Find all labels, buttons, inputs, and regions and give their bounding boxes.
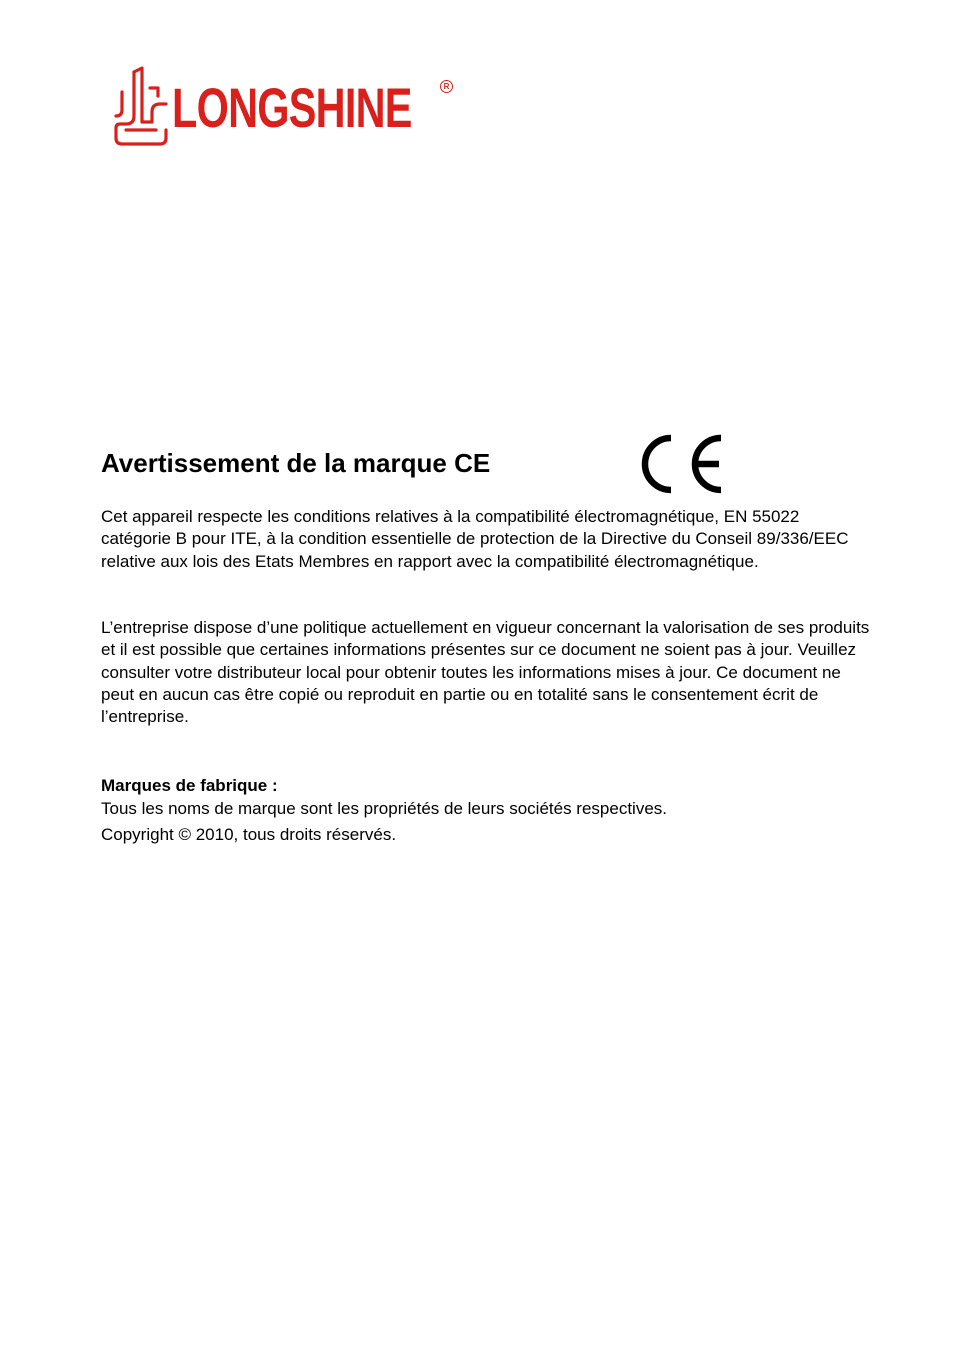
registered-trademark-icon: R [440,80,453,93]
logo-wordmark: LONGSHINE [172,76,412,139]
copyright-text: Copyright © 2010, tous droits réservés. [101,825,397,844]
longshine-emblem-icon [112,66,170,148]
ce-warning-title: Avertissement de la marque CE [101,448,491,478]
longshine-logo [112,66,457,148]
ce-compliance-paragraph: Cet appareil respecte les conditions relatives à la compatibilité électromagnétique, EN 55022 catégorie B pour ITE, à la condition essentielle de protection de la Directive du Conseil 89/336/EEC relative aux lois des Etats Membres en rapport avec la compatibilité électromagnétique. [101,507,849,571]
trademarks-text: Tous les noms de marque sont les propriétés de leurs sociétés respectives. [101,799,667,818]
company-policy-paragraph: L’entreprise dispose d’une politique actuellement en vigueur concernant la valorisation de ses produits et il est possible que certaines informations présentes sur ce document ne soient pas à jour. Veuillez consulter votre distributeur local pour obtenir toutes les informations mises à jour. Ce document ne peut en aucun cas être copié ou reproduit en partie ou en totalité sans le consentement écrit de l’entreprise. [101,618,870,727]
ce-mark-icon [637,432,727,501]
trademarks-heading: Marques de fabrique : [101,776,278,795]
